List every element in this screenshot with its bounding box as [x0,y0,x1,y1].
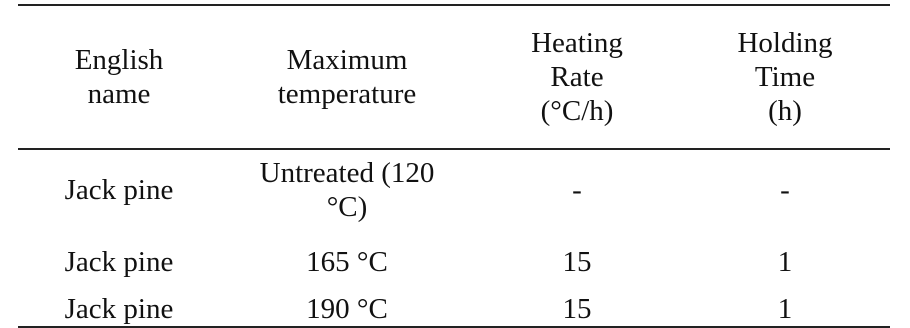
cell-text: Jack pine [64,293,174,325]
cell-text: Jack pine [64,174,174,206]
cell-english-name [18,230,220,292]
header-text: English [74,44,164,76]
header-holding-time [680,5,890,149]
treatment-table [18,4,890,328]
header-text: (°C/h) [540,95,614,127]
header-text: temperature [277,78,417,110]
data-table-container [18,4,890,328]
header-heating-rate [474,5,680,149]
cell-text: 15 [562,293,592,325]
cell-text: 1 [777,246,793,278]
header-text: Time [754,61,816,93]
table-row [18,292,890,327]
cell-holding-time [680,230,890,292]
cell-text: 165 °C [306,246,388,278]
cell-text: Untreated (120 [259,157,435,189]
header-text: Maximum [286,44,408,76]
cell-text: - [572,174,582,206]
cell-text: 15 [562,246,592,278]
cell-english-name [18,149,220,230]
cell-heating-rate [474,230,680,292]
cell-english-name [18,292,220,327]
cell-text: 1 [777,293,793,325]
table-row [18,149,890,230]
cell-text: °C) [326,191,368,223]
header-text: Rate [550,61,604,93]
header-text: Holding [737,27,833,59]
header-text: (h) [768,95,802,127]
header-maximum-temperature [220,5,474,149]
table-header-row [18,5,890,149]
cell-maximum-temperature [220,292,474,327]
cell-heating-rate [474,149,680,230]
cell-maximum-temperature [220,149,474,230]
cell-text: 190 °C [306,293,388,325]
header-text: Heating [531,27,623,59]
cell-text: Jack pine [64,246,174,278]
table-row [18,230,890,292]
header-english-name [18,5,220,149]
cell-holding-time [680,292,890,327]
cell-heating-rate [474,292,680,327]
header-text: name [87,78,151,110]
cell-maximum-temperature [220,230,474,292]
cell-text: - [780,174,790,206]
cell-holding-time [680,149,890,230]
